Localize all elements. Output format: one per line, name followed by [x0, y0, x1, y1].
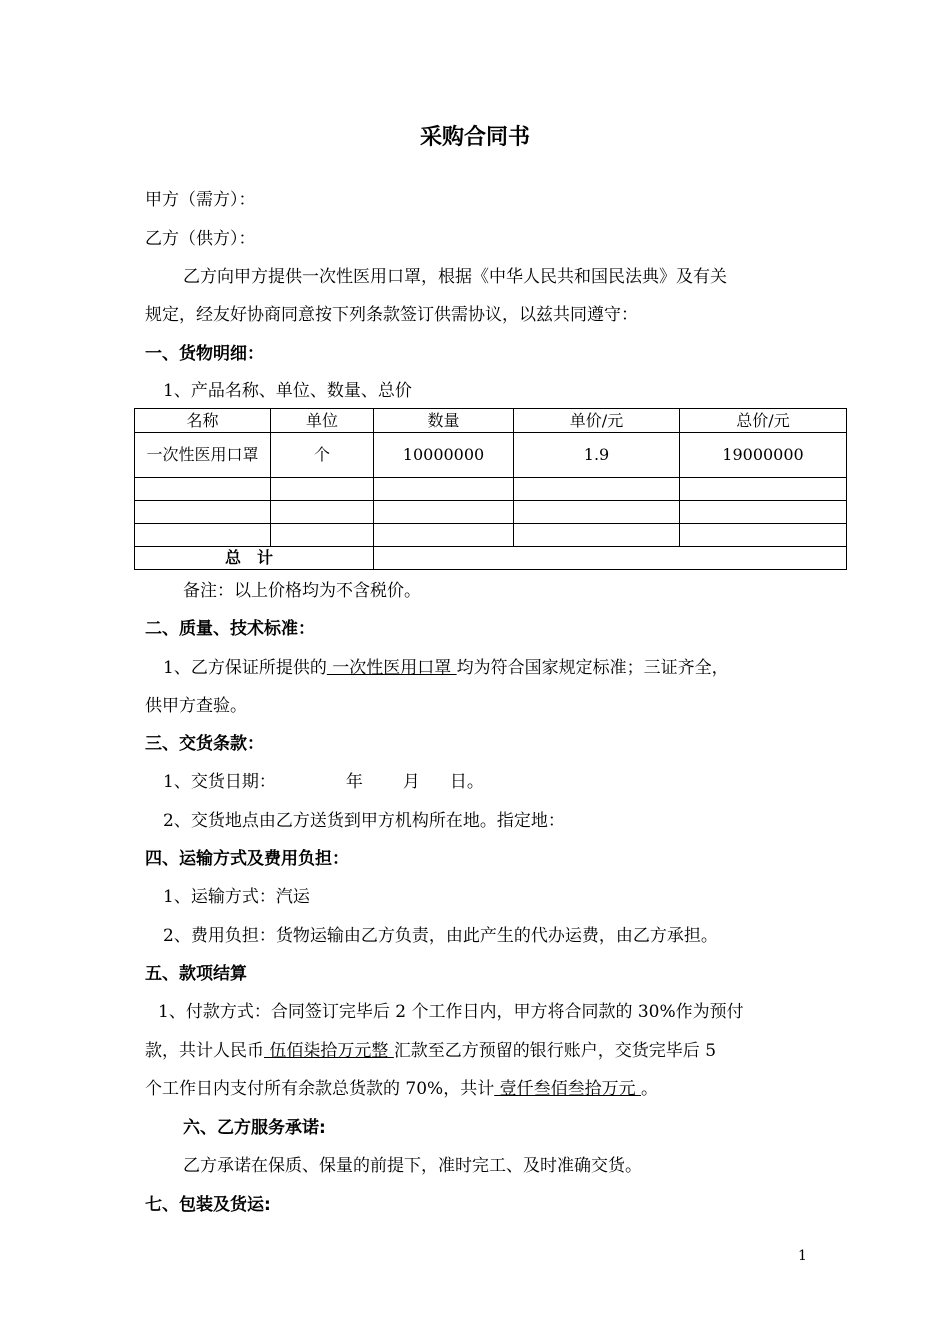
- document-title: 采购合同书: [419, 125, 530, 150]
- party-b-label: 乙方（供方）：: [145, 229, 256, 249]
- quality-line-2: 供甲方查验。: [145, 696, 247, 716]
- cell-quantity: 10000000: [374, 433, 514, 478]
- section-6-heading: 六、乙方服务承诺:: [183, 1118, 326, 1138]
- table-row: [135, 433, 847, 478]
- party-a-label: 甲方（需方）：: [145, 190, 256, 210]
- total-value: [374, 547, 847, 570]
- section-7-heading: 七、包装及货运:: [145, 1195, 271, 1215]
- total-label: 总 计: [135, 547, 374, 570]
- cell-unit-price: 1.9: [514, 433, 680, 478]
- intro-line-2: 规定，经友好协商同意按下列条款签订供需协议，以兹共同遵守：: [145, 305, 638, 325]
- section-4-heading: 四、运输方式及费用负担：: [145, 849, 349, 869]
- table-row-empty: [135, 478, 847, 501]
- header-name: 名称: [135, 409, 271, 433]
- day-label: 日。: [449, 772, 484, 792]
- payment-line-3: 个工作日内支付所有余款总货款的 70%，共计 壹仟叁佰叁拾万元 。: [145, 1079, 659, 1099]
- intro-line-1: 乙方向甲方提供一次性医用口罩，根据《中华人民共和国民法典》及有关: [183, 267, 727, 287]
- section-5-heading: 五、款项结算: [145, 964, 247, 984]
- header-quantity: 数量: [374, 409, 514, 433]
- price-note: 备注：以上价格均为不含税价。: [183, 581, 421, 601]
- product-name-underlined: 一次性医用口罩: [326, 658, 457, 678]
- transport-line: 1、运输方式：汽运: [163, 887, 310, 907]
- prepayment-amount: 伍佰柒拾万元整: [264, 1041, 394, 1061]
- delivery-date-line: [163, 770, 484, 794]
- header-total-price: 总价/元: [680, 409, 847, 433]
- month-label: 月: [402, 772, 420, 792]
- table-header-row: [135, 409, 847, 433]
- cost-line: 2、费用负担：货物运输由乙方负责，由此产生的代办运费，由乙方承担。: [163, 926, 718, 946]
- header-unit-price: 单价/元: [514, 409, 680, 433]
- cell-product-name: 一次性医用口罩: [135, 433, 271, 478]
- section-1-item-1: 1、产品名称、单位、数量、总价: [163, 381, 412, 401]
- section-3-heading: 三、交货条款：: [145, 734, 264, 754]
- delivery-date-label: 1、交货日期：: [163, 772, 276, 792]
- table-row-empty: [135, 524, 847, 547]
- balance-amount: 壹仟叁佰叁拾万元: [494, 1079, 642, 1099]
- header-unit: 单位: [271, 409, 374, 433]
- payment-line-1: 1、付款方式：合同签订完毕后 2 个工作日内，甲方将合同款的 30%作为预付: [158, 1002, 744, 1022]
- table-total-row: [135, 547, 847, 570]
- section-1-heading: 一、货物明细：: [145, 344, 264, 364]
- quality-line-1: 1、乙方保证所提供的 一次性医用口罩 均为符合国家规定标准；三证齐全，: [163, 658, 729, 678]
- table-row-empty: [135, 501, 847, 524]
- cell-total-price: 19000000: [680, 433, 847, 478]
- page-number: 1: [798, 1248, 807, 1264]
- year-label: 年: [345, 772, 363, 792]
- cell-unit: 个: [271, 433, 374, 478]
- delivery-place-line: 2、交货地点由乙方送货到甲方机构所在地。指定地：: [163, 811, 565, 831]
- goods-table: [134, 408, 847, 570]
- payment-line-2: 款，共计人民币 伍佰柒拾万元整 汇款至乙方预留的银行账户，交货完毕后 5: [145, 1041, 717, 1061]
- section-2-heading: 二、质量、技术标准：: [145, 619, 315, 639]
- service-commitment: 乙方承诺在保质、保量的前提下，准时完工、及时准确交货。: [183, 1156, 642, 1176]
